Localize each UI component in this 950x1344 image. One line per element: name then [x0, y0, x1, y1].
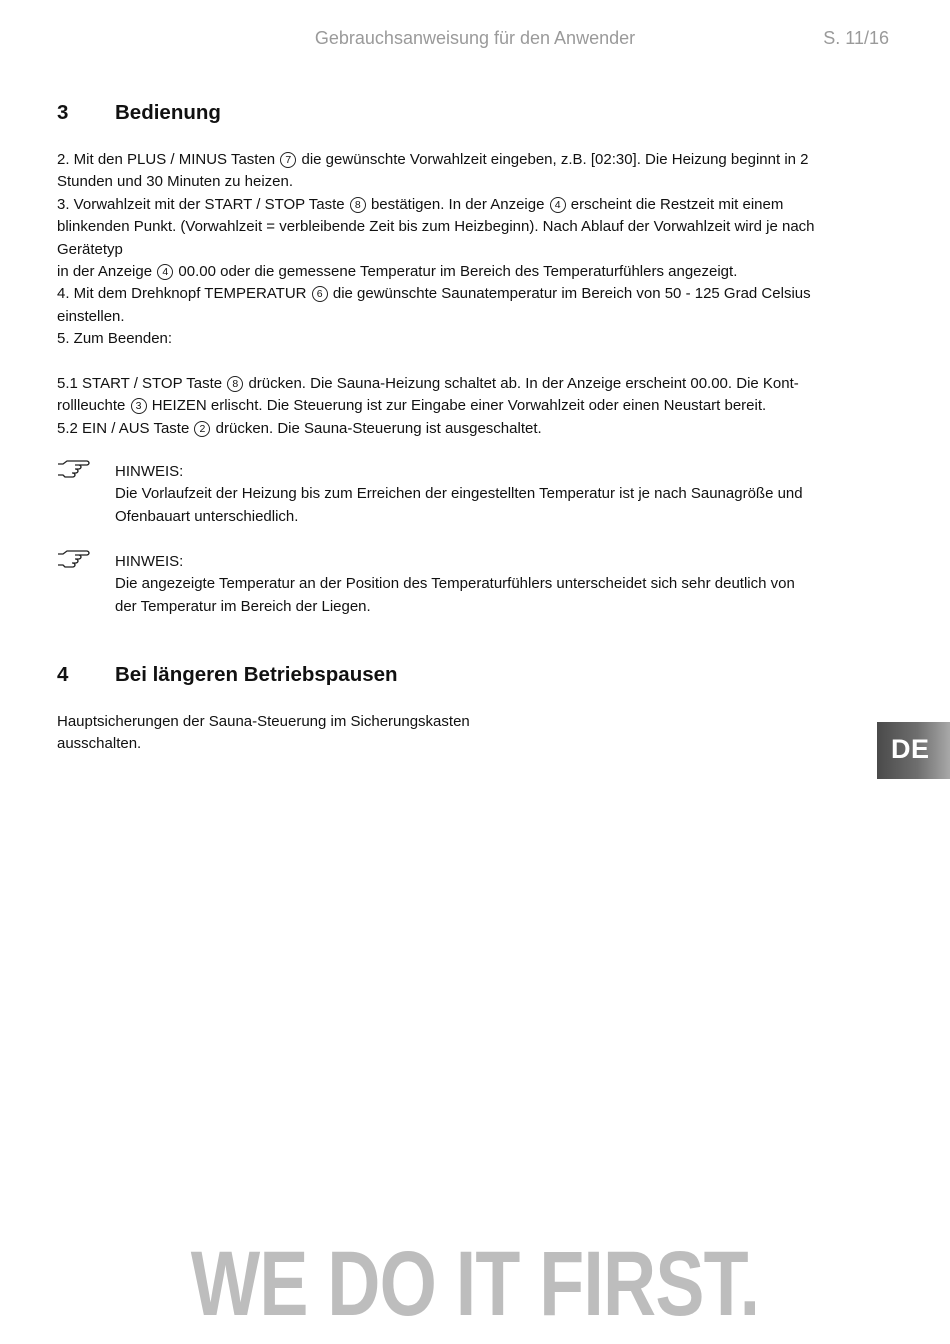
section-3-title: Bedienung — [115, 101, 221, 124]
language-tab — [877, 722, 950, 779]
note-label: HINWEIS: — [115, 463, 184, 480]
section-4-title: Bei längeren Betriebspausen — [115, 663, 398, 686]
page-number: S. 11/16 — [823, 28, 889, 48]
language-tab-label: DE — [891, 734, 930, 764]
section-3-number: 3 — [57, 101, 69, 124]
note-line: Die angezeigte Temperatur an der Position des Temperaturfühlers unterscheidet sich sehr deutlich von — [115, 575, 795, 593]
note-label: HINWEIS: — [115, 553, 184, 570]
circled-number-icon: 7 — [280, 152, 296, 168]
section-4-number: 4 — [57, 663, 69, 686]
pointing-hand-icon — [57, 548, 91, 570]
circled-number-icon: 2 — [194, 421, 210, 437]
circled-number-icon: 3 — [131, 398, 147, 414]
body-line: 4. Mit dem Drehknopf TEMPERATUR 6 die gewünschte Saunatemperatur im Bereich von 50 - 125 Grad Celsius — [57, 285, 811, 303]
body-line: 2. Mit den PLUS / MINUS Tasten 7 die gewünschte Vorwahlzeit eingeben, z.B. [02:30]. Die Heizung beginnt in 2 — [57, 151, 809, 168]
section-4-heading — [57, 663, 398, 687]
body-line: Hauptsicherungen der Sauna-Steuerung im Sicherungskasten — [57, 713, 470, 730]
body-line: 5. Zum Beenden: — [57, 330, 173, 348]
body-line: in der Anzeige 4 00.00 oder die gemessene Temperatur im Bereich des Temperaturfühlers angezeigt. — [57, 263, 738, 281]
body-line: 5.1 START / STOP Taste 8 drücken. Die Sauna-Heizung schaltet ab. In der Anzeige erscheint 00.00. Die Kont- — [57, 375, 799, 393]
circled-number-icon: 4 — [157, 264, 173, 280]
note-1 — [57, 461, 852, 528]
note-2 — [57, 551, 852, 618]
body-line: rollleuchte 3 HEIZEN erlischt. Die Steuerung ist zur Eingabe einer Vorwahlzeit oder einen Neustart bereit. — [57, 397, 767, 415]
circled-number-icon: 8 — [227, 376, 243, 392]
body-line: blinkenden Punkt. (Vorwahlzeit = verbleibende Zeit bis zum Heizbeginn). Nach Ablauf der Vorwahlzeit wird je nach — [57, 218, 815, 236]
note-line: Die Vorlaufzeit der Heizung bis zum Erreichen der eingestellten Temperatur ist je nach Saunagröße und — [115, 485, 803, 503]
body-line: 3. Vorwahlzeit mit der START / STOP Taste 8 bestätigen. In der Anzeige 4 erscheint die Restzeit mit einem — [57, 195, 784, 213]
body-line: Stunden und 30 Minuten zu heizen. — [57, 173, 294, 191]
circled-number-icon: 8 — [350, 197, 366, 213]
document-title: Gebrauchsanweisung für den Anwender — [314, 28, 636, 48]
section-3-heading — [57, 101, 221, 125]
note-line: der Temperatur im Bereich der Liegen. — [115, 597, 371, 615]
body-line: Gerätetyp — [57, 240, 123, 258]
body-line: 5.2 EIN / AUS Taste 2 drücken. Die Sauna-Steuerung ist ausgeschaltet. — [57, 419, 542, 437]
circled-number-icon: 4 — [550, 197, 566, 213]
body-line: einstellen. — [57, 307, 125, 325]
section-4-body — [57, 711, 852, 756]
pointing-hand-icon — [57, 458, 91, 480]
circled-number-icon: 6 — [312, 286, 328, 302]
section-3-body — [57, 149, 852, 440]
slogan: WE DO IT FIRST. — [190, 1233, 760, 1335]
note-line: Ofenbauart unterschiedlich. — [115, 507, 299, 525]
body-line: ausschalten. — [57, 735, 142, 753]
